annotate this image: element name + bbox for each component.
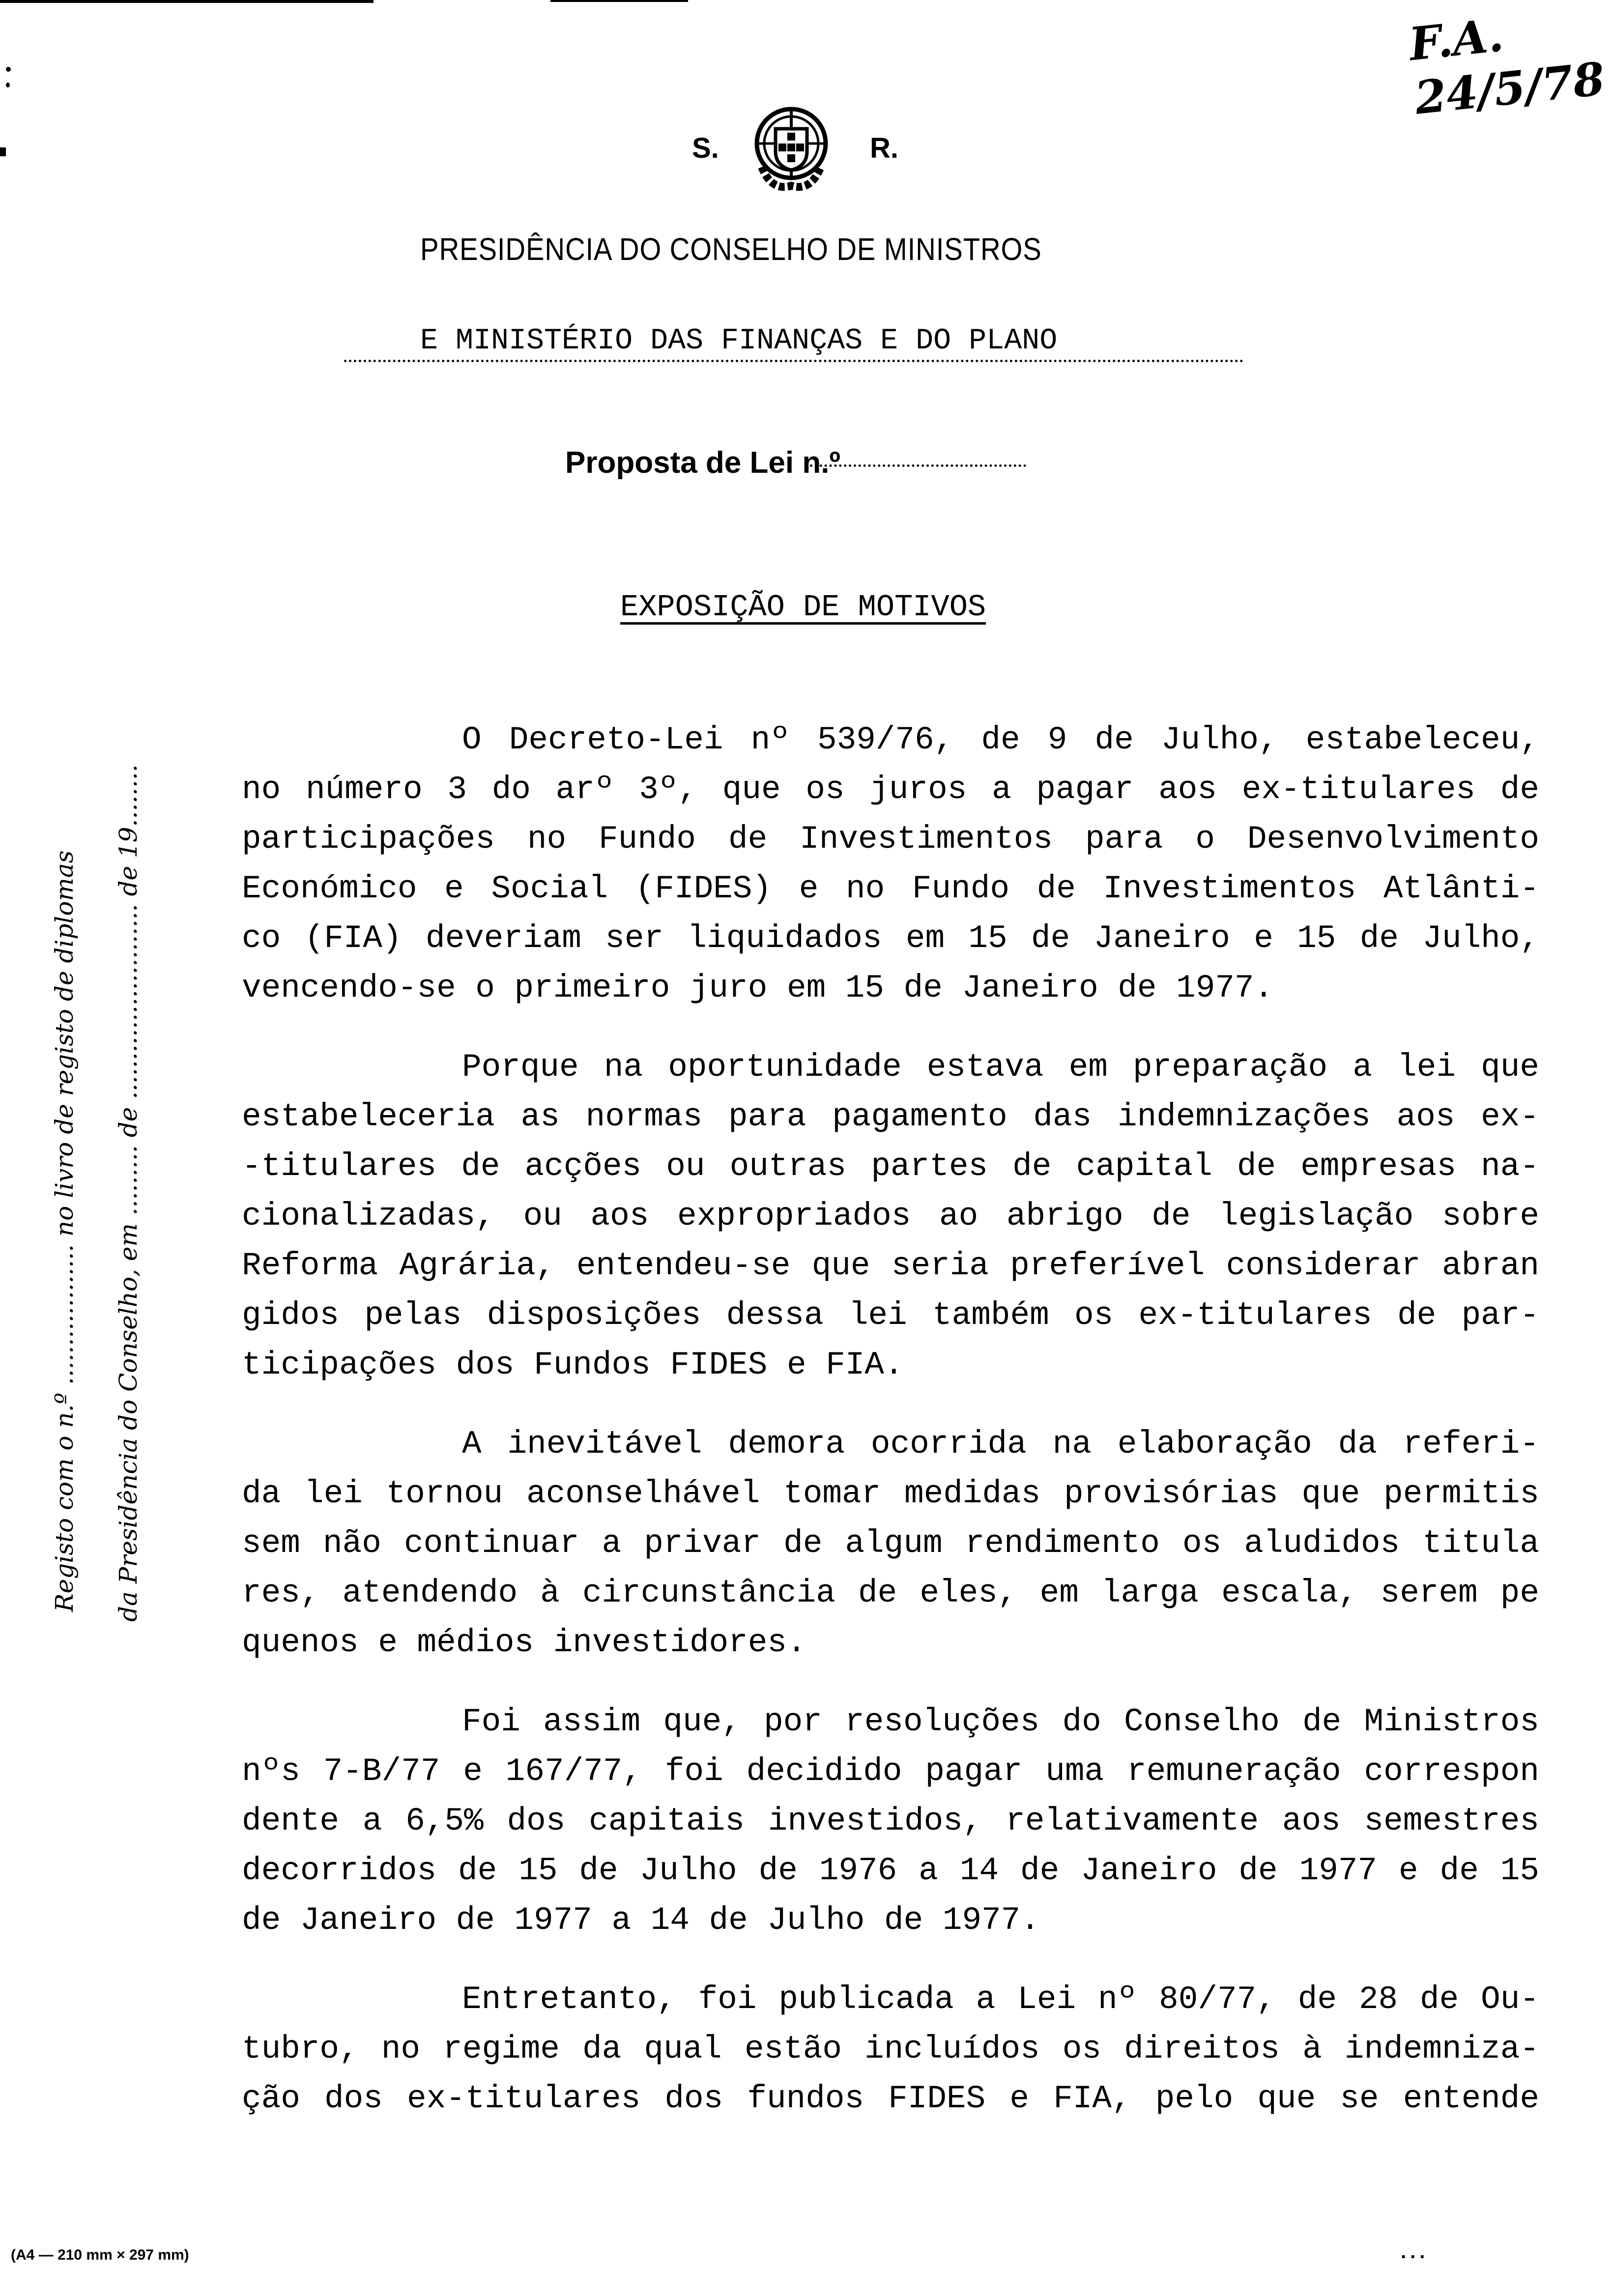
scan-edge-rule bbox=[0, 0, 374, 3]
margin-register-line-2: da Presidência do Conselho, em ......... de ......................... de 19........ bbox=[114, 764, 143, 1622]
text-line: cionalizadas, ou aos expropriados ao abrigo de legislação sobre bbox=[242, 1198, 1539, 1234]
text-line: O Decreto-Lei nº 539/76, de 9 de Julho, estabeleceu, bbox=[462, 721, 1539, 758]
body-text bbox=[242, 715, 1539, 2153]
text-line: quenos e médios investidores. bbox=[242, 1624, 806, 1661]
text-line: dente a 6,5% dos capitais investidos, relativamente aos semestres bbox=[242, 1803, 1539, 1839]
text-line: Entretanto, foi publicada a Lei nº 80/77, de 28 de Ou- bbox=[462, 1981, 1539, 2018]
paragraph-3 bbox=[242, 1419, 1539, 1667]
text-line: decorridos de 15 de Julho de 1976 a 14 de Janeiro de 1977 e de 15 bbox=[242, 1852, 1539, 1889]
continuation-mark: ... bbox=[1401, 2241, 1429, 2263]
handwritten-initials: F.A. bbox=[1407, 8, 1506, 71]
text-line: gidos pelas disposições dessa lei também os ex-titulares de par- bbox=[242, 1297, 1539, 1334]
coat-of-arms-icon bbox=[742, 98, 840, 197]
proposal-line bbox=[565, 445, 840, 480]
text-line: estabeleceria as normas para pagamento das indemnizações aos ex- bbox=[242, 1098, 1539, 1135]
scan-speck bbox=[0, 147, 6, 156]
text-line: Porque na oportunidade estava em preparação a lei que bbox=[462, 1049, 1539, 1086]
text-line: Económico e Social (FIDES) e no Fundo de Investimentos Atlânti- bbox=[242, 870, 1539, 907]
paper-format-note: (A4 — 210 mm × 297 mm) bbox=[11, 2247, 189, 2263]
ministry-dotted-rule bbox=[344, 360, 1243, 362]
scan-speck bbox=[6, 83, 10, 87]
text-line: nºs 7-B/77 e 167/77, foi decidido pagar uma remuneração correspon bbox=[242, 1753, 1539, 1790]
text-line: participações no Fundo de Investimentos para o Desenvolvimento bbox=[242, 821, 1539, 858]
text-line: Foi assim que, por resoluções do Conselho de Ministros bbox=[462, 1703, 1539, 1740]
text-line: ticipações dos Fundos FIDES e FIA. bbox=[242, 1347, 904, 1383]
proposal-number-field[interactable] bbox=[810, 464, 1026, 467]
text-line: no número 3 do arº 3º, que os juros a pagar aos ex-titulares de bbox=[242, 771, 1539, 808]
handwritten-date: 24/5/78 bbox=[1412, 52, 1608, 125]
paragraph-2 bbox=[242, 1042, 1539, 1390]
ministry-name: E MINISTÉRIO DAS FINANÇAS E DO PLANO bbox=[420, 324, 1058, 358]
text-line: sem não continuar a privar de algum rendimento os aludidos titula bbox=[242, 1525, 1539, 1562]
margin-register-line-1: Registo com o n.º .................. no livro de registo de diplomas bbox=[50, 850, 79, 1612]
letterhead-s: S. bbox=[692, 132, 719, 164]
proposal-label: Proposta de Lei n.º bbox=[565, 446, 841, 480]
text-line: ção dos ex-titulares dos fundos FIDES e FIA, pelo que se entende bbox=[242, 2080, 1539, 2117]
text-line: de Janeiro de 1977 a 14 de Julho de 1977. bbox=[242, 1902, 1040, 1939]
paragraph-5 bbox=[242, 1975, 1539, 2124]
handwritten-annotation bbox=[1407, 0, 1607, 125]
paragraph-1 bbox=[242, 715, 1539, 1013]
section-title: EXPOSIÇÃO DE MOTIVOS bbox=[620, 590, 986, 625]
text-line: da lei tornou aconselhável tomar medidas provisórias que permitis bbox=[242, 1475, 1539, 1512]
text-line: A inevitável demora ocorrida na elaboração da referi- bbox=[462, 1426, 1539, 1463]
text-line: -titulares de acções ou outras partes de capital de empresas na- bbox=[242, 1148, 1539, 1185]
header-title: PRESIDÊNCIA DO CONSELHO DE MINISTROS bbox=[420, 231, 1042, 267]
scan-edge-rule bbox=[550, 0, 688, 2]
text-line: tubro, no regime da qual estão incluídos os direitos à indemniza- bbox=[242, 2031, 1539, 2067]
text-line: vencendo-se o primeiro juro em 15 de Janeiro de 1977. bbox=[242, 970, 1274, 1006]
paragraph-4 bbox=[242, 1697, 1539, 1945]
text-line: co (FIA) deveriam ser liquidados em 15 de Janeiro e 15 de Julho, bbox=[242, 920, 1539, 957]
text-line: Reforma Agrária, entendeu-se que seria preferível considerar abran bbox=[242, 1247, 1539, 1284]
scan-speck bbox=[6, 67, 11, 72]
letterhead-r: R. bbox=[870, 132, 898, 164]
text-line: res, atendendo à circunstância de eles, em larga escala, serem pe bbox=[242, 1575, 1539, 1611]
